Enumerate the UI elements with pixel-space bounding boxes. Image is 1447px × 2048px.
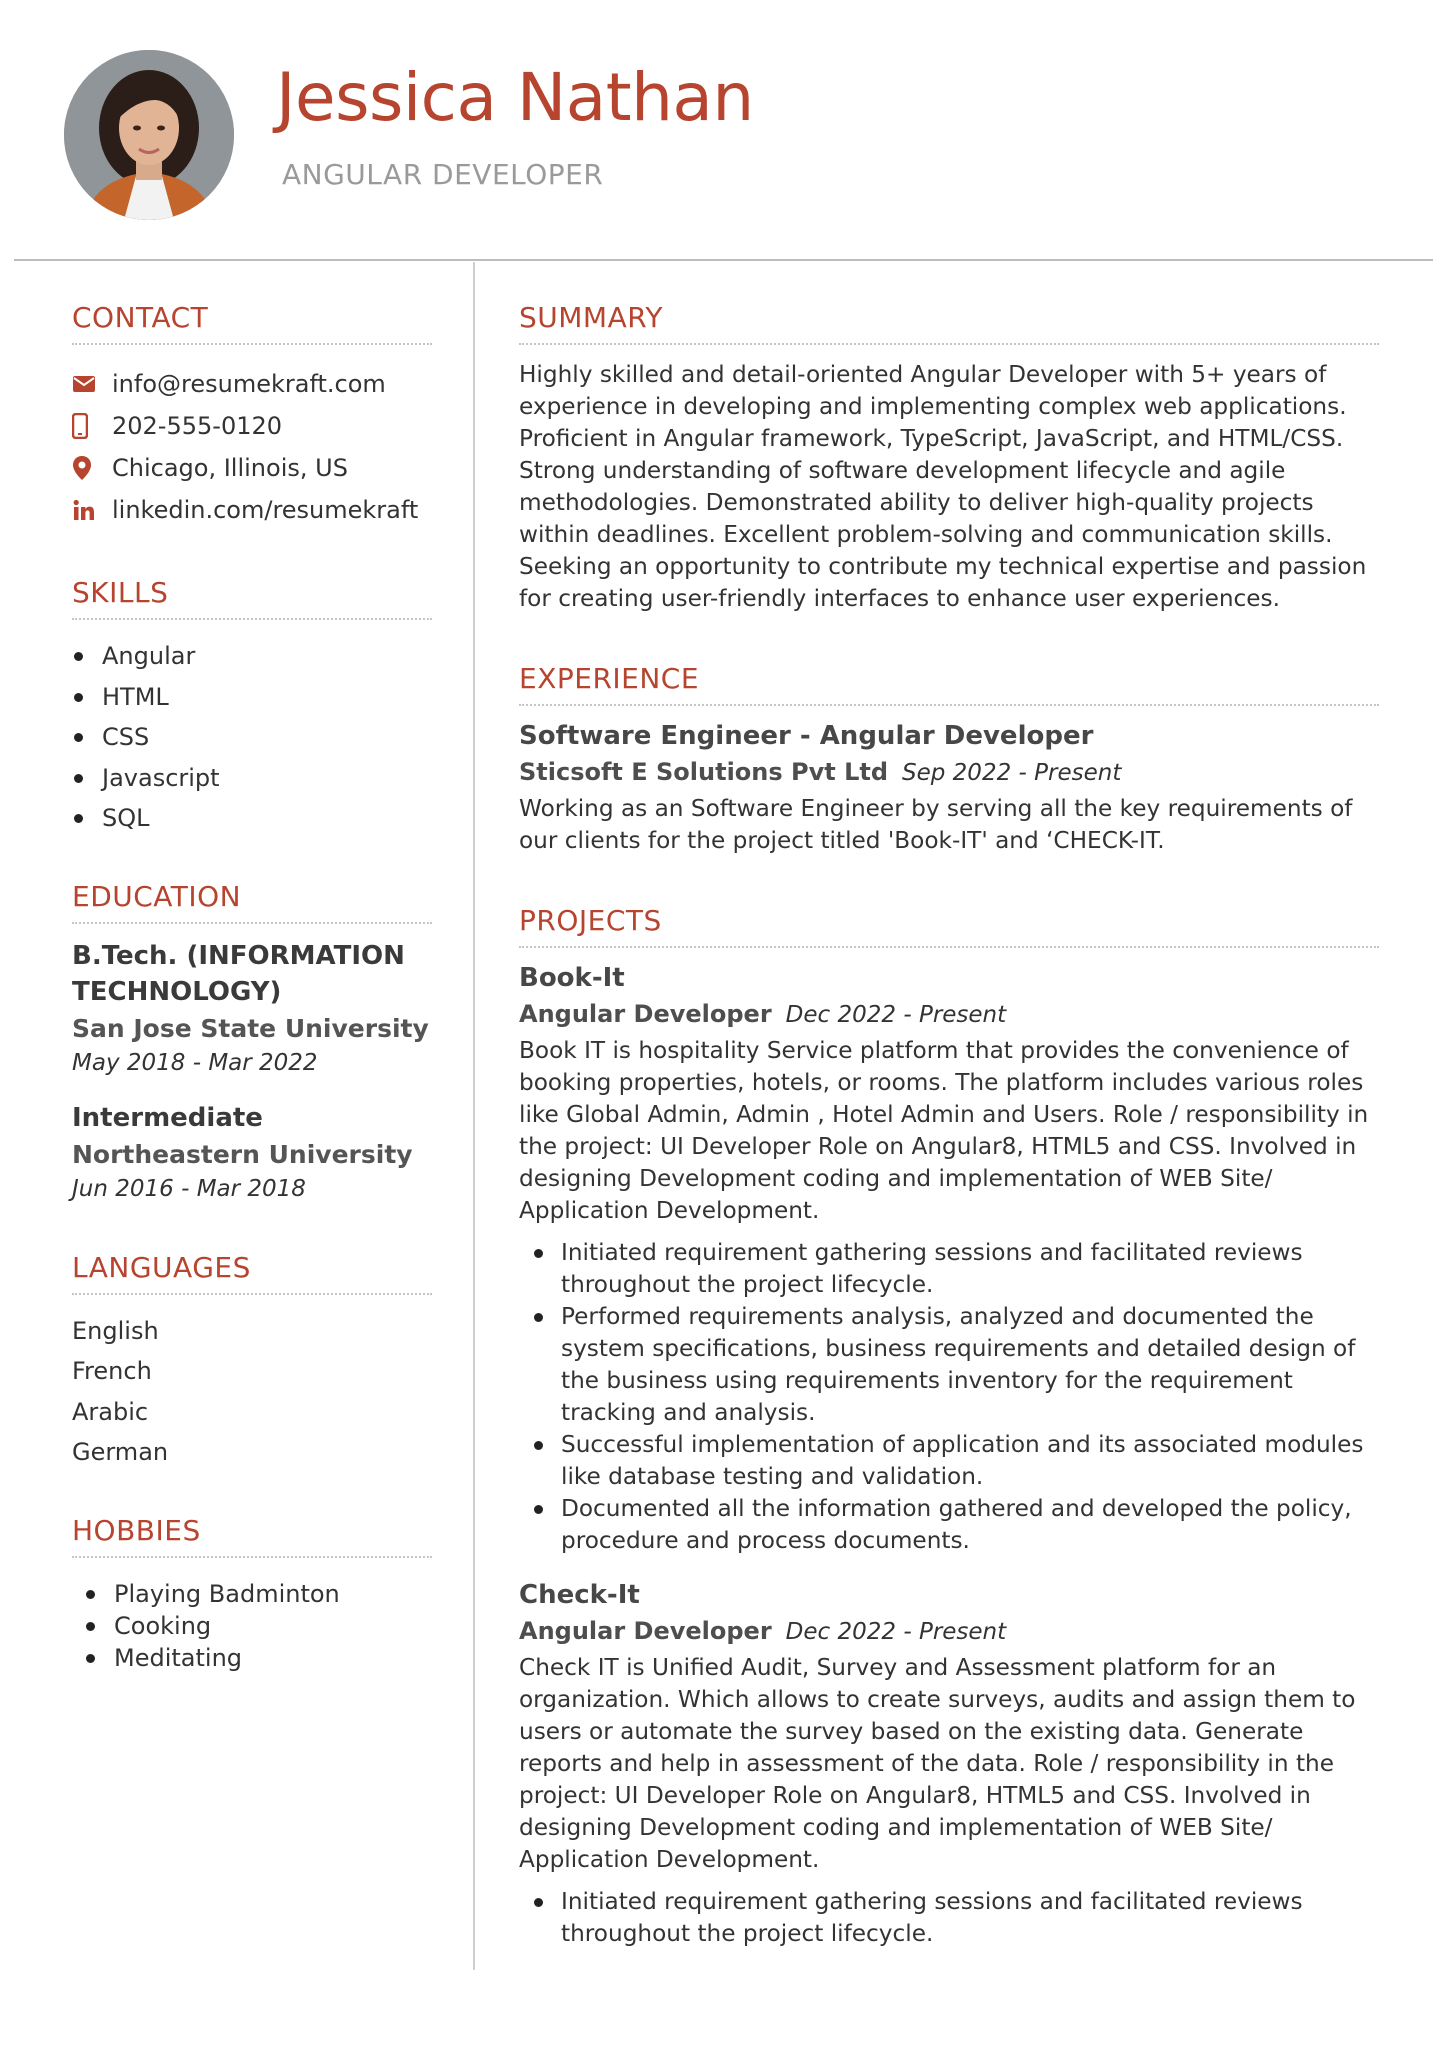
education-dates: Jun 2016 - Mar 2018 <box>72 1175 306 1202</box>
projects-section <box>519 903 1379 1950</box>
contact-phone[interactable] <box>72 405 432 447</box>
language-item: German <box>72 1438 169 1466</box>
hobbies-heading: HOBBIES <box>72 1513 201 1547</box>
project-bullet: Initiated requirement gathering sessions and facilitated reviews throughout the project lifecycle. <box>519 1886 1379 1950</box>
skill-item: HTML <box>72 677 432 718</box>
hobby-item: Meditating <box>72 1642 432 1674</box>
language-item: French <box>72 1357 152 1385</box>
languages-heading: LANGUAGES <box>72 1250 251 1284</box>
section-divider <box>519 946 1379 948</box>
right-column <box>519 300 1379 1950</box>
location-text: Chicago, Illinois, US <box>112 454 348 482</box>
job-meta <box>519 754 1379 793</box>
summary-text: Highly skilled and detail-oriented Angular Developer with 5+ years of experience in developing and implementing complex web applications. Proficient in Angular framework, TypeScript, JavaScript, and HTML/CSS. Strong understanding of software development lifecycle and agile methodologies. Demonstrated ability to deliver high-quality projects within deadlines. Excellent problem-solving and communication skills. Seeking an opportunity to contribute my technical expertise and passion for creating user-friendly interfaces to enhance user experiences. <box>519 361 1367 612</box>
job-dates: Sep 2022 - Present <box>902 760 1122 786</box>
project-name: Book-It <box>519 963 625 993</box>
phone-icon <box>72 413 112 439</box>
linkedin-icon <box>72 498 112 522</box>
section-divider <box>519 704 1379 706</box>
education-school: San Jose State University <box>72 1013 429 1043</box>
project-role: Angular Developer <box>519 1000 772 1028</box>
project-description: Check IT is Unified Audit, Survey and Assessment platform for an organization. Which allows to create surveys, audits and assign them to users or automate the survey based on the existing data. Generate reports and help in assessment of the data. Role / responsibility in the project: UI Developer Role on Angular8, HTML5 and CSS. Involved in designing Development coding and implementation of WEB Site/ Application Development. <box>519 1654 1356 1873</box>
project-description: Book IT is hospitality Service platform that provides the convenience of booking properties, hotels, or rooms. The platform includes various roles like Global Admin, Admin , Hotel Admin and Users. Role / responsibility in the project: UI Developer Role on Angular8, HTML5 and CSS. Involved in designing Development coding and implementation of WEB Site/ Application Development. <box>519 1037 1369 1224</box>
project-bullet: Initiated requirement gathering sessions and facilitated reviews throughout the project lifecycle. <box>519 1237 1379 1301</box>
language-item: English <box>72 1316 159 1345</box>
experience-section <box>519 661 1379 857</box>
location-pin-icon <box>72 455 112 481</box>
project-bullet: Successful implementation of application and its associated modules like database testing and validation. <box>519 1429 1379 1493</box>
email-text: info@resumekraft.com <box>112 370 386 398</box>
project-entry <box>519 960 1379 1557</box>
contact-email[interactable] <box>72 363 432 405</box>
linkedin-text: linkedin.com/resumekraft <box>112 496 419 524</box>
project-dates: Dec 2022 - Present <box>785 1619 1007 1645</box>
project-role: Angular Developer <box>519 1617 772 1645</box>
project-entry <box>519 1577 1379 1950</box>
column-divider <box>473 262 475 1970</box>
skill-item: Angular <box>72 636 432 677</box>
candidate-name: Jessica Nathan <box>276 59 754 136</box>
contact-location <box>72 447 432 489</box>
section-divider <box>72 1293 432 1295</box>
contact-linkedin[interactable] <box>72 489 432 531</box>
project-meta <box>519 1613 1379 1652</box>
hobby-item: Cooking <box>72 1610 432 1642</box>
education-degree: Intermediate <box>72 1102 263 1133</box>
section-divider <box>72 1556 432 1558</box>
section-divider <box>519 343 1379 345</box>
left-column <box>72 300 432 1674</box>
job-title: Software Engineer - Angular Developer <box>519 721 1094 751</box>
phone-text: 202-555-0120 <box>112 412 283 440</box>
summary-section <box>519 300 1379 615</box>
skills-heading: SKILLS <box>72 576 169 609</box>
education-degree: B.Tech. (INFORMATION TECHNOLOGY) <box>72 940 405 1007</box>
project-meta <box>519 996 1379 1035</box>
education-heading: EDUCATION <box>72 879 242 913</box>
education-entry <box>72 1100 432 1206</box>
education-school: Northeastern University <box>72 1139 413 1169</box>
project-bullet: Documented all the information gathered and developed the policy, procedure and process documents. <box>519 1493 1379 1557</box>
skill-item: SQL <box>72 798 432 839</box>
candidate-role: ANGULAR DEVELOPER <box>282 158 604 191</box>
languages-section <box>72 1250 432 1473</box>
language-item: Arabic <box>72 1397 149 1426</box>
profile-photo <box>64 50 234 220</box>
hobby-item: Playing Badminton <box>72 1578 432 1610</box>
experience-heading: EXPERIENCE <box>519 662 700 695</box>
skill-item: Javascript <box>72 758 432 799</box>
project-name: Check-It <box>519 1580 640 1610</box>
email-icon <box>72 375 112 393</box>
section-divider <box>72 343 432 345</box>
hobbies-section <box>72 1513 432 1674</box>
education-entry <box>72 938 432 1080</box>
project-bullet: Performed requirements analysis, analyzed and documented the system specifications, business requirements and detailed design of the business using requirements inventory for the requirement tracking and analysis. <box>519 1301 1379 1429</box>
section-divider <box>72 922 432 924</box>
section-divider <box>72 618 432 620</box>
project-dates: Dec 2022 - Present <box>785 1002 1007 1028</box>
summary-heading: SUMMARY <box>519 301 664 334</box>
education-dates: May 2018 - Mar 2022 <box>72 1049 318 1076</box>
job-description: Working as an Software Engineer by serving all the key requirements of our clients for the project titled 'Book-IT' and ‘CHECK-IT. <box>519 795 1353 854</box>
skill-item: CSS <box>72 717 432 758</box>
projects-heading: PROJECTS <box>519 904 662 937</box>
education-section <box>72 879 432 1206</box>
contact-section <box>72 300 432 531</box>
skills-section <box>72 575 432 839</box>
contact-heading: CONTACT <box>72 301 209 334</box>
header-divider <box>14 259 1433 261</box>
company-name: Sticsoft E Solutions Pvt Ltd <box>519 758 889 786</box>
